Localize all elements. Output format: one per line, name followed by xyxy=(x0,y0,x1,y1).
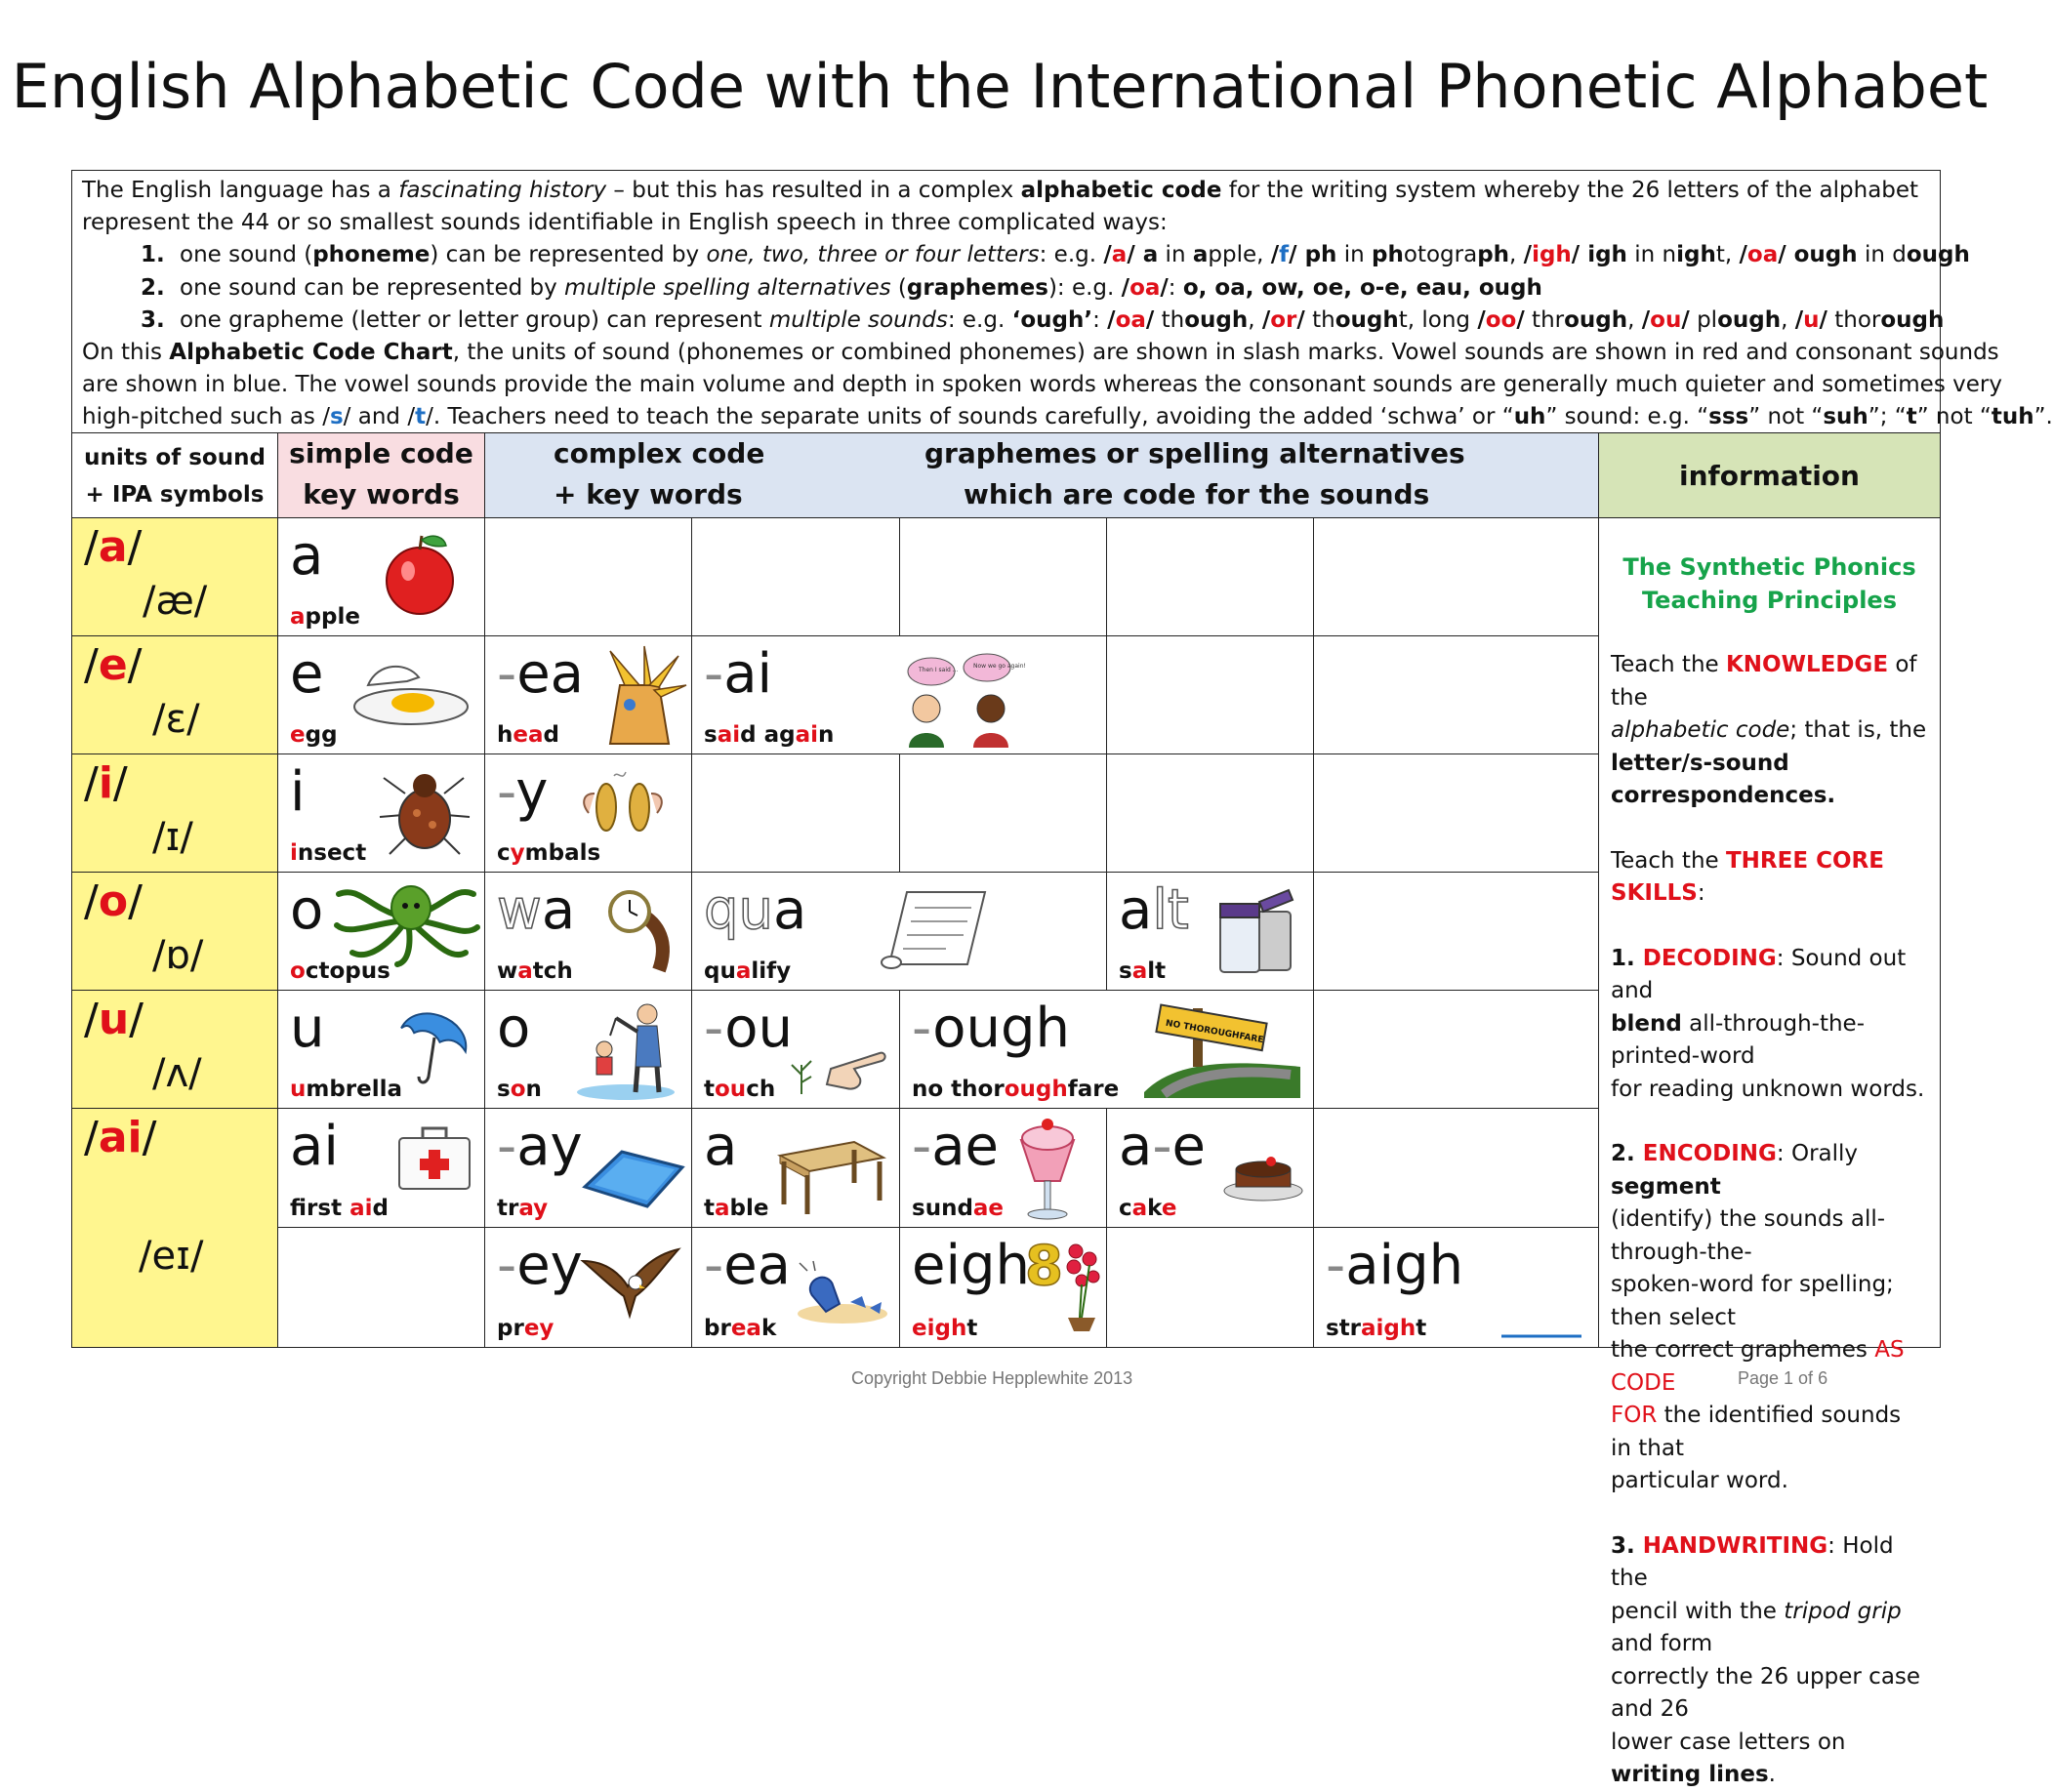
cell-ae-sundae: -ae sundae xyxy=(899,1108,1107,1228)
cell-e-egg: e egg xyxy=(277,635,485,754)
cell-wa-watch: wa watch xyxy=(484,872,692,991)
sundae-icon xyxy=(1013,1117,1082,1222)
octopus-icon xyxy=(329,876,481,966)
people-talking-icon xyxy=(897,650,1024,748)
header-units: units of sound + IPA symbols xyxy=(71,432,278,518)
first-aid-kit-icon xyxy=(395,1124,473,1193)
header-complex-code: complex code + key words graphemes or spelling alternatives which are code for the sounds xyxy=(484,432,1599,518)
svg-text:NO THOROUGHFARE: NO THOROUGHFARE xyxy=(1165,1018,1264,1046)
information-panel: The Synthetic Phonics Teaching Principles Teach the KNOWLEDGE of the alphabetic code; that is, the letter/s-sound correspondences. Teach the THREE CORE SKILLS: 1. DECODING: Sound out and blend all-through-the-printed-word for reading unknown words. 2. ENCODING: Orally segment (identify) the sounds all-through-the- spoken-word for spelling; then select the correct graphemes AS CODE FOR the identified sounds in that particular word. 3. HANDWRITING: Hold the pencil with the tripod grip and form correctly the 26 upper case and 26 lower case letters on writing lines. xyxy=(1598,517,1941,1348)
intro-line-1: The English language has a fascinating history – but this has resulted in a complex alphabetic code for the writing system whereby the 26 letters of the alphabet xyxy=(82,178,1919,203)
cell-a-table: a table xyxy=(691,1108,900,1228)
watch-icon xyxy=(600,884,678,974)
cell-i-insect: i insect xyxy=(277,753,485,873)
svg-text:Now we go again!: Now we go again! xyxy=(973,663,1026,670)
page-title: English Alphabetic Code with the International Phonetic Alphabet xyxy=(11,51,1989,122)
egg-icon xyxy=(349,656,473,734)
cell-eigh-eight: eigh eight 8 xyxy=(899,1227,1107,1348)
cell-a-apple: a apple xyxy=(277,517,485,636)
svg-text:Then I said ...: Then I said ... xyxy=(919,667,959,673)
cell-ea-break: -ea break xyxy=(691,1227,900,1348)
cell-empty xyxy=(1313,517,1599,636)
unit-ai: /ai/ /eɪ/ xyxy=(71,1108,278,1348)
cell-ey-prey: -ey prey xyxy=(484,1227,692,1348)
cell-empty xyxy=(1106,635,1314,754)
cell-empty xyxy=(484,517,692,636)
cell-ai-said: -ai said again Then I said ... Now we go again! xyxy=(691,635,1107,754)
cell-empty xyxy=(1106,1227,1314,1348)
unit-u: /u/ /ʌ/ xyxy=(71,990,278,1109)
cell-empty xyxy=(1313,872,1599,991)
cell-y-cymbals: -y cymbals xyxy=(484,753,692,873)
header-simple-code: simple code key words xyxy=(277,432,485,518)
intro-para-1: On this Alphabetic Code Chart, the units of sound (phonemes or combined phonemes) are shown in slash marks. Vowel sounds are shown in red and consonant sounds xyxy=(82,340,1999,366)
eight-flowers-icon xyxy=(1025,1236,1105,1333)
certificate-icon xyxy=(878,886,995,974)
intro-item-2: 2. one sound can be represented by multiple spelling alternatives (graphemes): e.g. /oa/: o, oa, ow, oe, o-e, eau, ough xyxy=(141,274,1542,301)
intro-para-2: are shown in blue. The vowel sounds provide the main volume and depth in spoken words whereas the consonant sounds are generally much quieter and sometimes very xyxy=(82,372,2002,398)
headdress-icon xyxy=(591,646,688,749)
unit-i: /i/ /ɪ/ xyxy=(71,753,278,873)
insect-icon xyxy=(376,764,473,862)
unit-e: /e/ /ɛ/ xyxy=(71,635,278,754)
cell-empty xyxy=(1106,517,1314,636)
thoroughfare-sign-icon xyxy=(1144,1004,1300,1098)
cell-ough-thoroughfare: -ough no thoroughfare NO THOROUGHFARE xyxy=(899,990,1314,1109)
cell-a-e-cake: a-e cake xyxy=(1106,1108,1314,1228)
father-son-icon xyxy=(567,998,684,1100)
unit-o: /o/ /ɒ/ xyxy=(71,872,278,991)
intro-item-1: 1. one sound (phoneme) can be represented by one, two, three or four letters: e.g. /a/ a in apple, /f/ ph in photograph, /igh/ igh in night, /oa/ ough in dough xyxy=(141,242,1970,268)
cell-o-son: o son xyxy=(484,990,692,1109)
cell-ai-first-aid: ai first aid xyxy=(277,1108,485,1228)
cymbals-icon xyxy=(579,764,667,842)
cell-qua-qualify: qua qualify xyxy=(691,872,1107,991)
hand-touch-icon xyxy=(782,1039,891,1098)
cell-o-octopus: o octopus xyxy=(277,872,485,991)
info-handwriting: 3. HANDWRITING: Hold the xyxy=(1611,1532,1894,1591)
cell-ea-head: -ea head xyxy=(484,635,692,754)
cell-u-umbrella: u umbrella xyxy=(277,990,485,1109)
cell-empty xyxy=(691,517,900,636)
cell-aigh-straight: -aigh straight xyxy=(1313,1227,1599,1348)
intro-para-3: high-pitched such as /s/ and /t/. Teachers need to teach the separate units of sounds carefully, avoiding the added ‘schwa’ or “uh” sound: e.g. “sss” not “suh”; “t” not “tuh”. xyxy=(82,404,2053,430)
cell-empty xyxy=(1313,753,1599,873)
cell-alt-salt: alt salt xyxy=(1106,872,1314,991)
cell-ay-tray: -ay tray xyxy=(484,1108,692,1228)
cake-icon xyxy=(1222,1144,1304,1202)
cell-empty xyxy=(1313,1108,1599,1228)
info-encoding: 2. ENCODING: Orally segment xyxy=(1611,1141,1859,1200)
cell-empty xyxy=(277,1227,485,1348)
salt-shaker-icon xyxy=(1212,882,1300,976)
table-icon xyxy=(770,1132,887,1216)
cell-empty xyxy=(1106,753,1314,873)
info-decoding: 1. DECODING: Sound out and xyxy=(1611,945,1907,1003)
footer-copyright: Copyright Debbie Hepplewhite 2013 xyxy=(851,1368,1133,1388)
info-core-skills: Teach the THREE CORE SKILLS: xyxy=(1611,847,1884,906)
cell-empty xyxy=(1313,635,1599,754)
intro-item-3: 3. one grapheme (letter or letter group) can represent multiple sounds: e.g. ‘ough’: /oa/ though, /or/ thought, long /oo/ through, /ou/ plough, /u/ thorough xyxy=(141,306,1945,333)
intro-box xyxy=(71,170,2053,433)
header-information: information xyxy=(1598,432,1941,518)
unit-a: /a/ /æ/ xyxy=(71,517,278,636)
tray-icon xyxy=(579,1148,686,1210)
eagle-icon xyxy=(579,1242,680,1329)
intro-line-2: represent the 44 or so smallest sounds identifiable in English speech in three complicated ways: xyxy=(82,210,1168,236)
footer-page-number: Page 1 of 6 xyxy=(1738,1368,1828,1388)
cell-empty xyxy=(1313,990,1599,1109)
straight-line-icon xyxy=(1501,1333,1583,1339)
cell-empty xyxy=(899,517,1107,636)
cell-empty xyxy=(691,753,900,873)
apple-icon xyxy=(376,530,464,618)
broken-vase-icon xyxy=(794,1259,891,1327)
cell-empty xyxy=(899,753,1107,873)
info-knowledge: Teach the KNOWLEDGE of the xyxy=(1611,652,1917,711)
svg-text:8: 8 xyxy=(1025,1235,1063,1298)
cell-ou-touch: -ou touch xyxy=(691,990,900,1109)
umbrella-icon xyxy=(393,1000,472,1088)
